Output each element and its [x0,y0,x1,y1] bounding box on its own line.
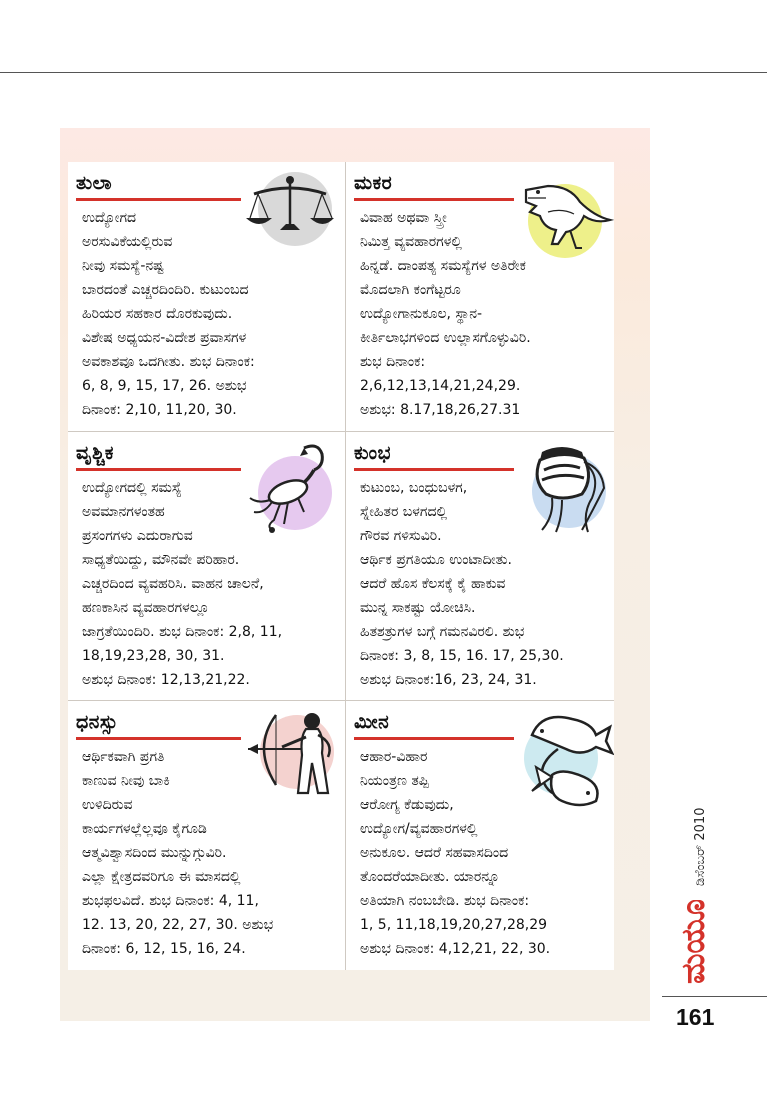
text-line: ಆರ್ಥಿಕವಾಗಿ ಪ್ರಗತಿ [82,749,165,765]
text-line: ಶುಭ ದಿನಾಂಕ: [360,354,426,370]
text-line: ಹಿನ್ನಡೆ. ದಾಂಪತ್ಯ ಸಮಸ್ಯೆಗಳ ಅತಿರೇಕ [360,258,526,274]
text-line: ನಿಯಂತ್ರಣ ತಪ್ಪಿ [360,773,429,789]
issue-date [686,780,710,890]
sign-title: ಧನಸ್ಸು [76,711,119,733]
text-line: ಆತ್ಮವಿಶ್ವಾಸದಿಂದ ಮುನ್ನುಗ್ಗುವಿರಿ. [82,845,227,861]
text-line: ಉಳಿದಿರುವ [82,797,133,813]
text-line: ಆದರೆ ಹೊಸ ಕೆಲಸಕ್ಕೆ ಕೈ ಹಾಕುವ [360,576,506,592]
text-line: ಮುನ್ನ ಸಾಕಷ್ಟು ಯೋಚಿಸಿ. [360,600,476,616]
text-line: ದಿನಾಂಕ: 2,10, 11,20, 30. [82,402,237,418]
text-line: ಆಹಾರ-ವಿಹಾರ [360,749,428,765]
text-line: ಹಿರಿಯರ ಸಹಕಾರ ದೊರಕುವುದು. [82,306,233,322]
text-line: ನಿಮಿತ್ತ ವ್ಯವಹಾರಗಳಲ್ಲಿ [360,234,462,250]
text-line: ಅನುಕೂಲ. ಆದರೆ ಸಹವಾಸದಿಂದ [360,845,509,861]
text-line: 18,19,23,28, 30, 31. [82,648,225,664]
text-line: ಬಾರದಂತೆ ಎಚ್ಚರದಿಂದಿರಿ. ಕುಟುಂಬದ [82,282,249,298]
title-underline [76,468,241,471]
page-number: 161 [676,1004,715,1030]
libra-scales-icon [244,168,334,252]
text-line: ಮೊದಲಾಗಿ ಕಂಗೆಟ್ಟರೂ [360,282,461,298]
text-line: ದಿನಾಂಕ: 6, 12, 15, 16, 24. [82,941,246,957]
footer-rule [662,996,767,997]
text-line: 12. 13, 20, 22, 27, 30. ಅಶುಭ [82,917,274,933]
text-line: ಎಚ್ಚರದಿಂದ ವ್ಯವಹರಿಸಿ. ವಾಹನ ಚಾಲನೆ, [82,576,264,592]
text-line: ಸಾಧ್ಯತೆಯಿದ್ದು, ಮೌನವೇ ಪರಿಹಾರ. [82,552,240,568]
text-line: ವಿವಾಹ ಅಥವಾ ಸ್ತ್ರೀ [360,210,447,226]
magazine-brand-text: ಮಯೂರ [674,900,712,984]
text-line: ಎಲ್ಲಾ ಕ್ಷೇತ್ರದವರಿಗೂ ಈ ಮಾಸದಲ್ಲಿ [82,869,241,885]
sign-cell-kumbha [346,432,614,700]
text-line: ಕಾಣುವ ನೀವು ಬಾಕಿ [82,773,170,789]
text-line: ಅವಮಾನಗಳಂತಹ [82,504,165,520]
sign-text [82,476,282,692]
text-line: ಅವಕಾಶವೂ ಒದಗೀತು. ಶುಭ ದಿನಾಂಕ: [82,354,255,370]
sign-title: ಮಕರ [354,172,393,194]
text-line: ಆರ್ಥಿಕ ಪ್ರಗತಿಯೂ ಉಂಟಾದೀತು. [360,552,512,568]
text-line: ಗೌರವ ಗಳಿಸುವಿರಿ. [360,528,442,544]
text-line: ಶುಭಫಲವಿದೆ. ಶುಭ ದಿನಾಂಕ: 4, 11, [82,893,259,909]
text-line: ಹಣಕಾಸಿನ ವ್ಯವಹಾರಗಳಲ್ಲೂ [82,600,210,616]
sign-text [360,206,531,422]
text-line: 1, 5, 11,18,19,20,27,28,29 [360,917,548,933]
text-line: ಕಾರ್ಯಗಳಲ್ಲೆಲ್ಲವೂ ಕೈಗೂಡಿ [82,821,207,837]
title-underline [354,737,514,740]
sign-cell-tula [68,162,345,431]
sign-text [82,745,273,961]
text-line: ಅಶುಭ ದಿನಾಂಕ:16, 23, 24, 31. [360,672,537,688]
text-line: ಅತಿಯಾಗಿ ನಂಬಬೇಡಿ. ಶುಭ ದಿನಾಂಕ: [360,893,530,909]
text-line: ಅಶುಭ ದಿನಾಂಕ: 12,13,21,22. [82,672,250,688]
sign-text [360,745,550,961]
top-rule [0,72,767,73]
text-line: ಉದ್ಯೋಗದ [82,210,137,226]
sign-cell-dhanassu [68,701,345,970]
text-line: ನೀವು ಸಮಸ್ಯೆ-ನಷ್ಟ [82,258,164,274]
sign-cell-makara [346,162,614,431]
title-underline [76,198,241,201]
capricorn-crocodile-icon [518,172,614,260]
magazine-brand [664,900,712,986]
text-line: ಸ್ನೇಹಿತರ ಬಳಗದಲ್ಲಿ [360,504,448,520]
text-line: 2,6,12,13,14,21,24,29. [360,378,521,394]
text-line: ಆರೋಗ್ಯ ಕೆಡುವುದು, [360,797,454,813]
sign-cell-meena [346,701,614,970]
text-line: ಹಿತಶತ್ರುಗಳ ಬಗ್ಗೆ ಗಮನವಿರಲಿ. ಶುಭ [360,624,525,640]
text-line: 6, 8, 9, 15, 17, 26. ಅಶುಭ [82,378,247,394]
text-line: ದಿನಾಂಕ: 3, 8, 15, 16. 17, 25,30. [360,648,564,664]
text-line: ವಿಶೇಷ ಅಧ್ಯಯನ-ವಿದೇಶ ಪ್ರವಾಸಗಳ [82,330,247,346]
text-line: ಪ್ರಸಂಗಗಳು ಎದುರಾಗುವ [82,528,193,544]
sign-cell-vrishchika [68,432,345,700]
text-line: ತೊಂದರೆಯಾದೀತು. ಯಾರನ್ನೂ [360,869,500,885]
text-line: ಕುಟುಂಬ, ಬಂಧುಬಳಗ, [360,480,468,496]
sign-text [360,476,564,692]
sign-title: ತುಲಾ [76,172,113,194]
text-line: ಉದ್ಯೋಗದಲ್ಲಿ ಸಮಸ್ಯೆ [82,480,182,496]
sign-title: ಕುಂಭ [354,442,391,464]
issue-date-text: ಡಿಸೆಂಬರ್ 2010 [693,807,708,886]
text-line: ಕೀರ್ತಿಲಾಭಗಳಿಂದ ಉಲ್ಲಾಸಗೊಳ್ಳುವಿರಿ. [360,330,531,346]
title-underline [76,737,241,740]
title-underline [354,198,514,201]
text-line: ಅರಸುವಿಕೆಯಲ್ಲಿರುವ [82,234,173,250]
text-line: ಅಶುಭ ದಿನಾಂಕ: 4,12,21, 22, 30. [360,941,551,957]
sign-title: ವೃಶ್ಚಿಕ [76,442,114,464]
sign-title: ಮೀನ [354,711,390,733]
text-line: ಅಶುಭ: 8.17,18,26,27.31 [360,402,521,418]
title-underline [354,468,514,471]
text-line: ಜಾಗ್ರತೆಯಿಂದಿರಿ. ಶುಭ ದಿನಾಂಕ: 2,8, 11, [82,624,283,640]
sign-text [82,206,255,422]
text-line: ಉದ್ಯೋಗ/ವ್ಯವಹಾರಗಳಲ್ಲಿ [360,821,478,837]
text-line: ಉದ್ಯೋಗಾನುಕೂಲ, ಸ್ಥಾನ- [360,306,483,322]
